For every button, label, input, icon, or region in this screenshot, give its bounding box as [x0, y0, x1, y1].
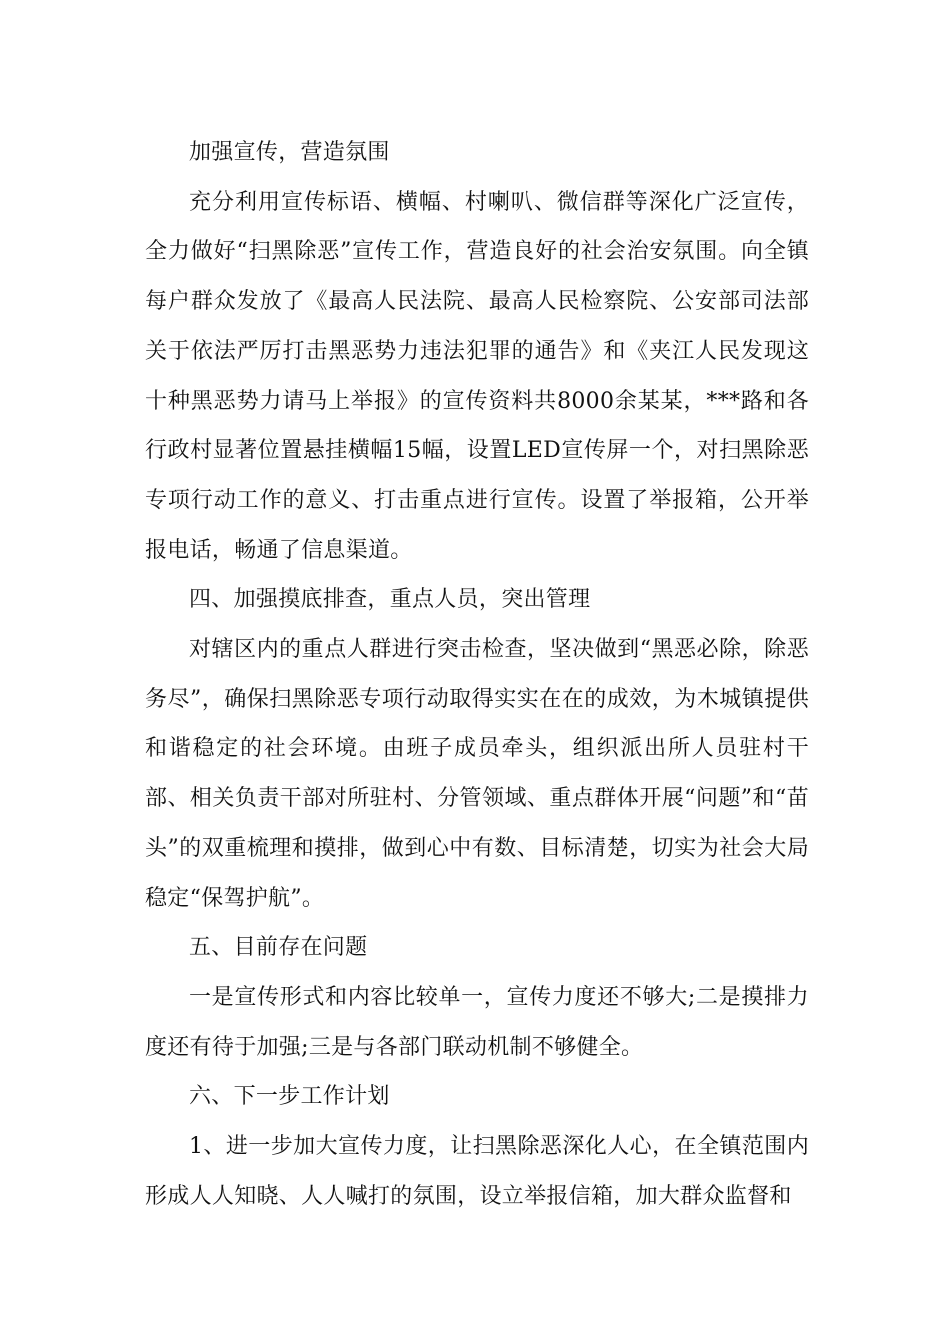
paragraph-next-step-plan: 1、进一步加大宣传力度，让扫黑除恶深化人心，在全镇范围内形成人人知晓、人人喊打的氛围，设立举报信箱，加大群众监督和 — [145, 1134, 809, 1209]
paragraph-investigation-details: 对辖区内的重点人群进行突击检查，坚决做到“黑恶必除，除恶务尽”，确保扫黑除恶专项行动取得实实在在的成效，为木城镇提供和谐稳定的社会环境。由班子成员牵头，组织派出所人员驻村干部、相关负责干部对所驻村、分管领域、重点群体开展“问题”和“苗头”的双重梳理和摸排，做到心中有数、目标清楚，切实为社会大局稳定“保驾护航”。 — [145, 637, 809, 911]
paragraph-publicity-details: 充分利用宣传标语、横幅、村喇叭、微信群等深化广泛宣传，全力做好“扫黑除恶”宣传工作，营造良好的社会治安氛围。向全镇每户群众发放了《最高人民法院、最高人民检察院、公安部司法部关于依法严厉打击黑恶势力违法犯罪的通告》和《夹江人民发现这十种黑恶势力请马上举报》的宣传资料共8000余某某，***路和各行政村显著位置悬挂横幅15幅，设置LED宣传屏一个，对扫黑除恶专项行动工作的意义、打击重点进行宣传。设置了举报箱，公开举报电话，畅通了信息渠道。 — [145, 189, 809, 563]
heading-section-six: 六、下一步工作计划 — [189, 1084, 390, 1110]
heading-section-four: 四、加强摸底排查，重点人员，突出管理 — [189, 587, 591, 613]
heading-publicity: 加强宣传，营造氛围 — [189, 140, 390, 165]
heading-section-five: 五、目前存在问题 — [189, 935, 368, 961]
document-body — [145, 128, 809, 1221]
paragraph-existing-problems: 一是宣传形式和内容比较单一，宣传力度还不够大;二是摸排力度还有待于加强;三是与各部门联动机制不够健全。 — [145, 984, 809, 1060]
